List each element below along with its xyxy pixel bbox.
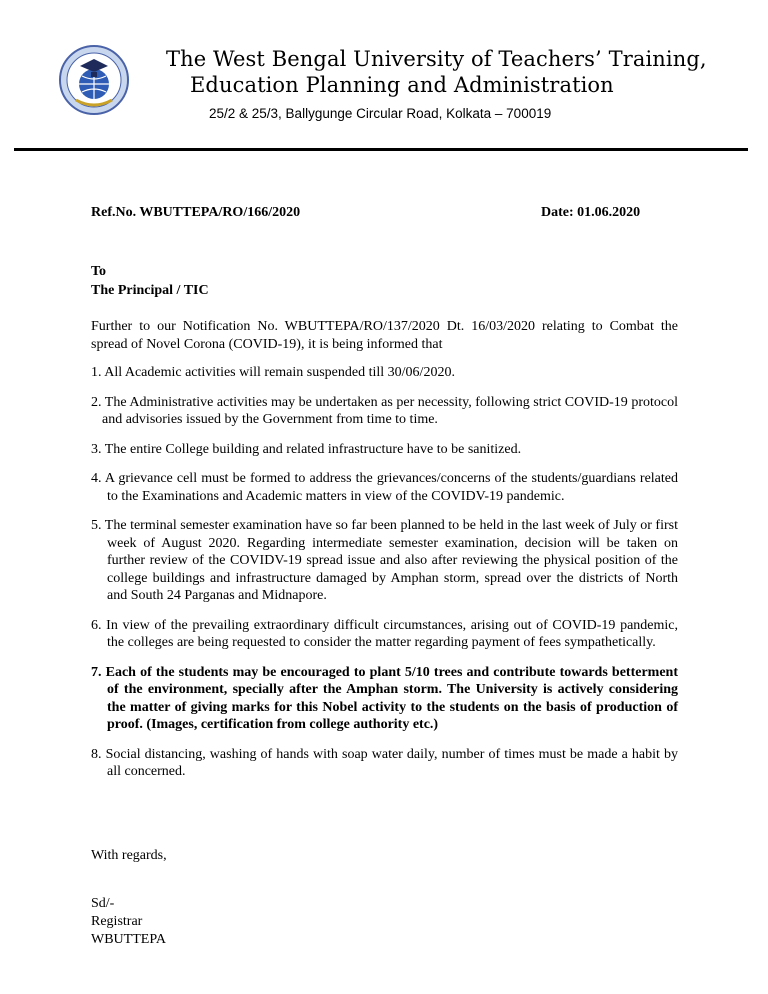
list-item: 1. All Academic activities will remain suspended till 30/06/2020. xyxy=(91,365,455,380)
letter-date: Date: 01.06.2020 xyxy=(541,205,641,220)
university-seal-icon xyxy=(58,42,130,118)
list-item: 2. The Administrative activities may be undertaken as per necessity, following strict COVID-19 protocol and advisories issued by the Government from time to time. xyxy=(91,394,678,427)
closing: With regards, xyxy=(91,848,167,863)
to-label: To xyxy=(91,264,107,279)
university-name-line1: The West Bengal University of Teachers’ Training, xyxy=(166,47,707,71)
list-item: 5. The terminal semester examination have so far been planned to be held in the last week of July or first week of August 2020. Regarding intermediate semester examination, decision will be taken on further review of the COVIDV-19 spread issue and also after reviewing the physical position of the college buildings and infrastructure damaged by Amphan storm, spread over the districts of North and South 24 Parganas and Midnapore. xyxy=(91,518,678,603)
designation: Registrar xyxy=(91,914,143,929)
reference-number: Ref.No. WBUTTEPA/RO/166/2020 xyxy=(91,205,301,220)
intro-paragraph: Further to our Notification No. WBUTTEPA/RO/137/2020 Dt. 16/03/2020 relating to Combat the spread of Novel Corona (COVID-19), it is being informed that xyxy=(91,319,678,352)
organization: WBUTTEPA xyxy=(91,932,166,947)
list-item: 8. Social distancing, washing of hands with soap water daily, number of times must be made a habit by all concerned. xyxy=(91,746,678,779)
addressee-block xyxy=(91,262,209,300)
list-item: 7. Each of the students may be encouraged to plant 5/10 trees and contribute towards betterment of the environment, specially after the Amphan storm. The University is actively considering the matter of giving marks for this Nobel activity to the students on the basis of production of proof. (Images, certification from college authority etc.) xyxy=(91,664,678,732)
list-item: 3. The entire College building and related infrastructure have to be sanitized. xyxy=(91,441,522,457)
signature-block xyxy=(91,895,166,949)
list-item: 6. In view of the prevailing extraordinary difficult circumstances, arising out of COVID-19 pandemic, the colleges are being requested to consider the matter regarding payment of fees sympathetically. xyxy=(91,617,678,650)
signature: Sd/- xyxy=(91,896,115,911)
recipient: The Principal / TIC xyxy=(91,283,209,298)
university-name-line2: Education Planning and Administration xyxy=(190,73,614,97)
university-name xyxy=(166,46,707,98)
header-divider xyxy=(14,148,748,151)
points-list xyxy=(91,364,678,793)
university-address: 25/2 & 25/3, Ballygunge Circular Road, Kolkata – 700019 xyxy=(209,106,552,121)
list-item: 4. A grievance cell must be formed to address the grievances/concerns of the students/guardians related to the Examinations and Academic matters in view of the COVIDV-19 pandemic. xyxy=(91,471,678,504)
